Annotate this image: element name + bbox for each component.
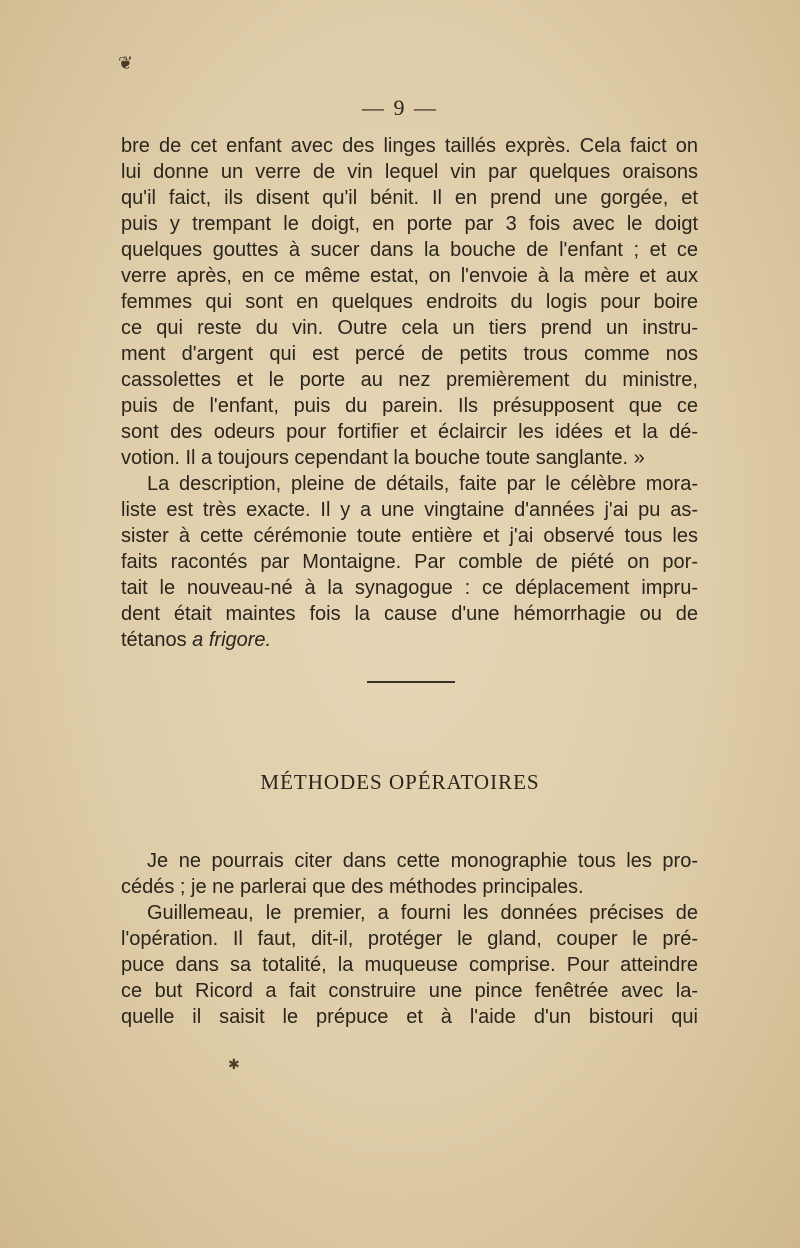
text-line: puce dans sa totalité, la muqueuse comprise. Pour atteindre xyxy=(121,954,698,976)
text-line: sont des odeurs pour fortifier et éclaircir les idées et la dé- xyxy=(121,421,698,443)
text-line: dent était maintes fois la cause d'une hémorrhagie ou de xyxy=(121,603,698,625)
text-line: l'opération. Il faut, dit-il, protéger le gland, couper le pré- xyxy=(121,928,698,950)
ink-spot-mark: ✱ xyxy=(228,1057,240,1073)
text-line: tait le nouveau-né à la synagogue : ce déplacement impru- xyxy=(121,577,698,599)
text-block-bottom xyxy=(121,848,698,1030)
ink-spot-mark: ❦ xyxy=(118,53,134,74)
page-number: — 9 — xyxy=(362,95,438,120)
tetanos-word: tétanos xyxy=(121,629,187,651)
section-heading: MÉTHODES OPÉRATOIRES xyxy=(260,770,540,794)
section-divider xyxy=(367,681,455,683)
italic-phrase: a frigore. xyxy=(192,629,272,651)
text-line: ce qui reste du vin. Outre cela un tiers prend un instru- xyxy=(121,317,698,339)
text-line: puis y trempant le doigt, en porte par 3 fois avec le doigt xyxy=(121,213,698,235)
text-line: liste est très exacte. Il y a une vingtaine d'années j'ai pu as- xyxy=(121,499,698,521)
text-line: ce but Ricord a fait construire une pince fenêtrée avec la- xyxy=(121,980,698,1002)
text-line: lui donne un verre de vin lequel vin par quelques oraisons xyxy=(121,161,698,183)
text-line: verre après, en ce même estat, on l'envoie à la mère et aux xyxy=(121,265,698,287)
text-line: quelques gouttes à sucer dans la bouche de l'enfant ; et ce xyxy=(121,239,698,261)
text-line: faits racontés par Montaigne. Par comble de piété on por- xyxy=(121,551,698,573)
text-line: votion. Il a toujours cependant la bouche toute sanglante. » xyxy=(121,447,645,469)
text-line: quelle il saisit le prépuce et à l'aide d'un bistouri qui xyxy=(121,1006,698,1028)
text-line: sister à cette cérémonie toute entière et j'ai observé tous les xyxy=(121,525,698,547)
text-line: femmes qui sont en quelques endroits du logis pour boire xyxy=(121,291,698,313)
text-line: bre de cet enfant avec des linges taillés exprès. Cela faict on xyxy=(121,135,698,157)
text-line: Je ne pourrais citer dans cette monographie tous les pro- xyxy=(147,850,698,872)
text-line: Guillemeau, le premier, a fourni les données précises de xyxy=(147,902,698,924)
text-line: ment d'argent qui est percé de petits trous comme nos xyxy=(121,343,698,365)
text-line-last xyxy=(121,627,698,653)
text-block-top xyxy=(121,133,698,653)
text-line: cassolettes et le porte au nez premièrement du ministre, xyxy=(121,369,698,391)
text-line: puis de l'enfant, puis du parein. Ils présupposent que ce xyxy=(121,395,698,417)
text-line: La description, pleine de détails, faite par le célèbre mora- xyxy=(147,473,698,495)
text-line: qu'il faict, ils disent qu'il bénit. Il en prend une gorgée, et xyxy=(121,187,698,209)
text-line: cédés ; je ne parlerai que des méthodes principales. xyxy=(121,876,584,898)
